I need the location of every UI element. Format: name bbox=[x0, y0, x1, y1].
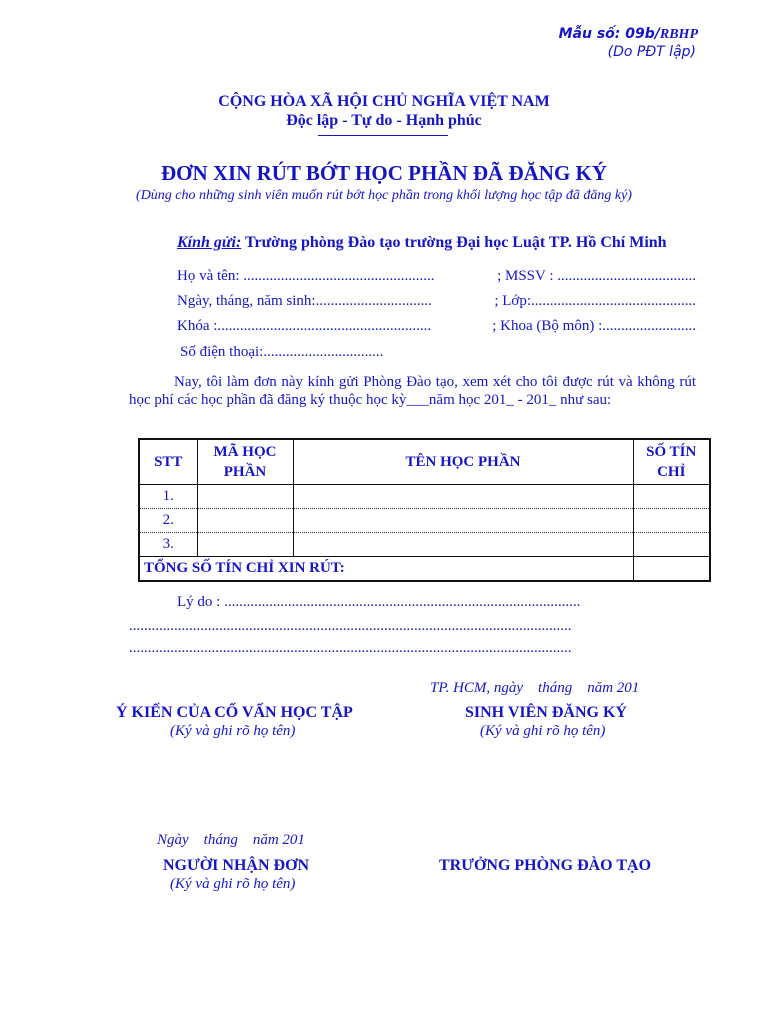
course-faculty-line bbox=[177, 318, 696, 335]
table-header-row bbox=[139, 439, 710, 485]
row-credits-cell bbox=[633, 485, 710, 509]
recipient-label: Kính gửi: bbox=[177, 234, 242, 251]
row-stt: 3. bbox=[139, 533, 197, 557]
table-row bbox=[139, 509, 710, 533]
form-code bbox=[559, 26, 698, 43]
student-id-field: ; MSSV : ..................................... bbox=[497, 268, 696, 284]
row-course-code-cell bbox=[197, 509, 293, 533]
course-table bbox=[138, 438, 711, 582]
motto-underline bbox=[318, 135, 448, 136]
student-title: SINH VIÊN ĐĂNG KÝ bbox=[465, 704, 627, 721]
row-course-code-cell bbox=[197, 533, 293, 557]
receiver-title: NGƯỜI NHẬN ĐƠN bbox=[163, 857, 310, 874]
row-stt: 2. bbox=[139, 509, 197, 533]
student-sign-note: (Ký và ghi rõ họ tên) bbox=[480, 723, 606, 739]
dob-field: Ngày, tháng, năm sinh:............................... bbox=[177, 293, 432, 309]
header-stt: STT bbox=[139, 439, 197, 485]
header-credits: SỐ TÍN CHỈ bbox=[633, 439, 710, 485]
table-row bbox=[139, 533, 710, 557]
name-id-line bbox=[177, 268, 696, 285]
receiver-date: Ngày tháng năm 201 bbox=[157, 832, 305, 848]
row-course-name-cell bbox=[293, 533, 633, 557]
reason-label: Lý do : ............................................................................................... bbox=[177, 594, 581, 610]
place-date: TP. HCM, ngày tháng năm 201 bbox=[430, 680, 640, 696]
reason-line-3: ...................................................................................................................... bbox=[129, 640, 572, 656]
row-course-name-cell bbox=[293, 509, 633, 533]
reason-line-1 bbox=[177, 594, 696, 611]
phone-field: Số điện thoại:................................ bbox=[180, 344, 384, 360]
row-credits-cell bbox=[633, 533, 710, 557]
document-title: ĐƠN XIN RÚT BỚT HỌC PHẦN ĐÃ ĐĂNG KÝ bbox=[160, 161, 608, 185]
country-name: CỘNG HÒA XÃ HỘI CHỦ NGHĨA VIỆT NAM bbox=[218, 93, 550, 110]
table-row bbox=[139, 485, 710, 509]
form-issuer: (Do PĐT lập) bbox=[607, 44, 696, 60]
dob-class-line bbox=[177, 293, 696, 310]
header-course-code: MÃ HỌC PHẦN bbox=[197, 439, 293, 485]
class-field: ; Lớp:............................................ bbox=[494, 293, 696, 309]
table-total-row bbox=[139, 557, 710, 582]
document-subtitle: (Dùng cho những sinh viên muốn rút bớt học phần trong khối lượng học tập đã đăng ký) bbox=[136, 188, 632, 203]
request-paragraph bbox=[129, 373, 696, 409]
total-credits-cell bbox=[633, 557, 710, 582]
recipient-line bbox=[177, 234, 667, 252]
course-field: Khóa :......................................................... bbox=[177, 318, 432, 334]
row-course-name-cell bbox=[293, 485, 633, 509]
advisor-sign-note: (Ký và ghi rõ họ tên) bbox=[170, 723, 296, 739]
faculty-field: ; Khoa (Bộ môn) :......................... bbox=[492, 318, 696, 334]
form-code-label: Mẫu số: 09b/ bbox=[558, 26, 660, 42]
receiver-sign-note: (Ký và ghi rõ họ tên) bbox=[170, 876, 296, 892]
reason-line-2: ...................................................................................................................... bbox=[129, 618, 572, 634]
row-course-code-cell bbox=[197, 485, 293, 509]
national-motto: Độc lập - Tự do - Hạnh phúc bbox=[286, 112, 482, 129]
request-text: Nay, tôi làm đơn này kính gửi Phòng Đào tạo, xem xét cho tôi được rút và không rút học phí các học phần đã đăng ký thuộc học kỳ___năm học 201_ - 201_ như sau: bbox=[129, 374, 696, 408]
total-credits-label: TỔNG SỐ TÍN CHỈ XIN RÚT: bbox=[144, 560, 345, 576]
form-code-suffix: RBHP bbox=[659, 27, 698, 42]
header-course-name: TÊN HỌC PHẦN bbox=[293, 439, 633, 485]
row-stt: 1. bbox=[139, 485, 197, 509]
row-credits-cell bbox=[633, 509, 710, 533]
recipient-value: Trường phòng Đào tạo trường Đại học Luật TP. Hồ Chí Minh bbox=[241, 234, 667, 251]
training-head-title: TRƯỞNG PHÒNG ĐÀO TẠO bbox=[439, 857, 652, 874]
advisor-title: Ý KIẾN CỦA CỐ VẤN HỌC TẬP bbox=[116, 704, 353, 721]
name-field: Họ và tên: ................................................... bbox=[177, 268, 435, 284]
